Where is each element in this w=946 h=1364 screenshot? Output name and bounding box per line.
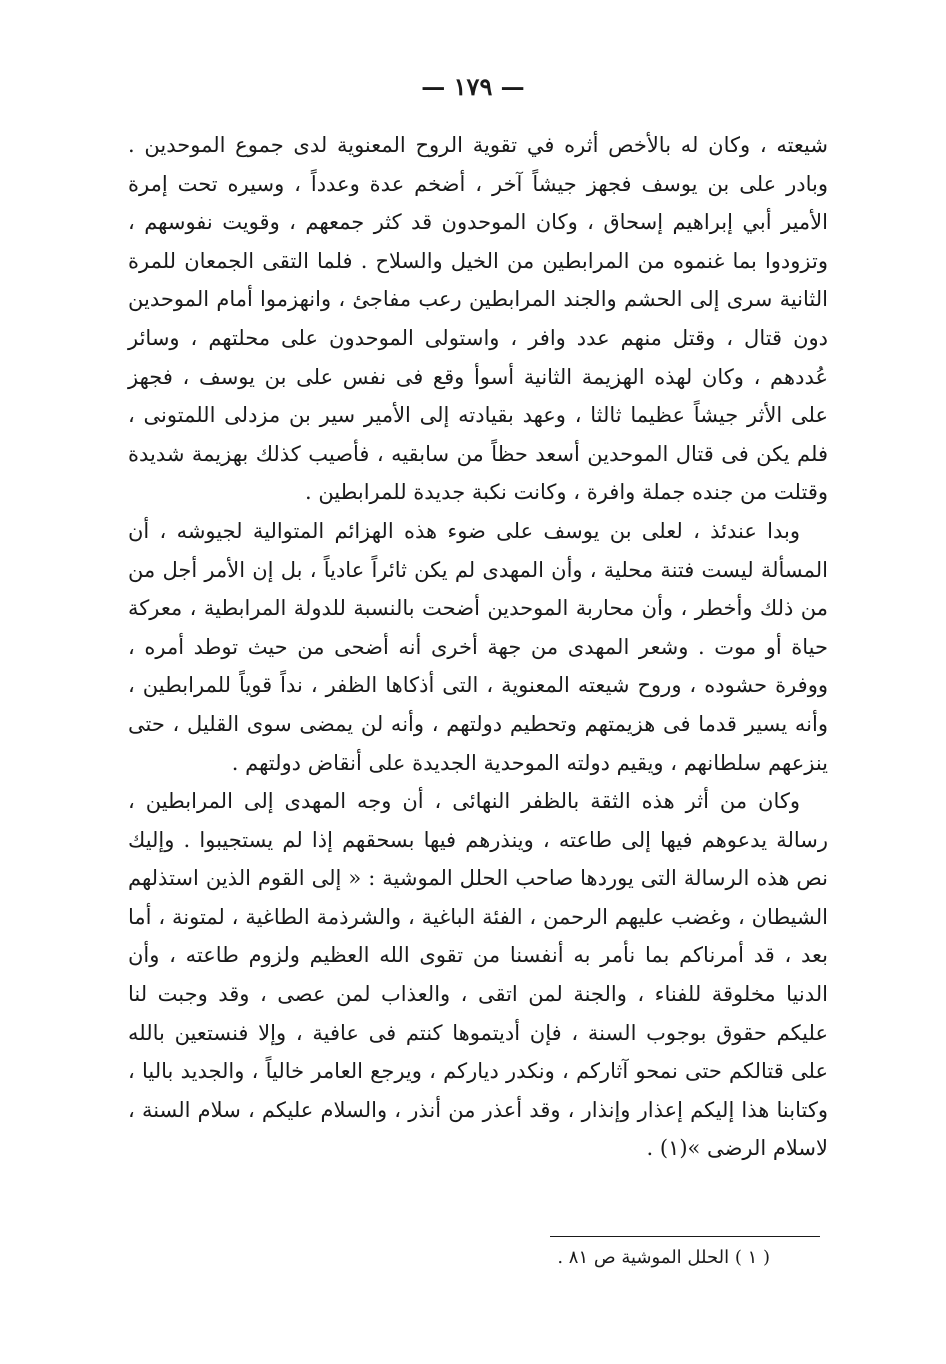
page-number: — ١٧٩ — [421,72,525,101]
paragraph-1: شيعته ، وكان له بالأخص أثره في تقوية الروح المعنوية لدى جموع الموحدين . وبادر على بن يوسف فجهز جيشاً آخر ، أضخم عدة وعدداً ، وسيره تحت إمرة الأمير أبي إبراهيم إسحاق ، وكان الموحدون قد كثر جمعهم ، وقويت نفوسهم ، وتزودوا بما غنموه من المرابطين من الخيل والسلاح . فلما التقى الجمعان للمرة الثانية سرى إلى الحشم والجند المرابطين رعب مفاجئ ، وانهزموا أمام الموحدين دون قتال ، وقتل منهم عدد وافر ، واستولى الموحدون على محلتهم ، وسائر عُددهم ، وكان لهذه الهزيمة الثانية أسوأ وقع فى نفس على بن يوسف ، فجهز على الأثر جيشاً عظيما ثالثا ، وعهد بقيادته إلى الأمير سير بن مزدلى اللمتونى ، فلم يكن فى قتال الموحدين أسعد حظاً من سابقيه ، فأصيب كذلك بهزيمة شديدة وقتلت من جنده جملة وافرة ، وكانت نكبة جديدة للمرابطين . [128,133,828,505]
paragraph-3: وكان من أثر هذه الثقة بالظفر النهائى ، أن وجه المهدى إلى المرابطين ، رسالة يدعوهم فيها إلى طاعته ، وينذرهم فيها بسحقهم إذا لم يستجيبوا . وإليك نص هذه الرسالة التى يوردها صاحب الحلل الموشية : « إلى القوم الذين استذلهم الشيطان ، وغضب عليهم الرحمن ، الفئة الباغية ، والشرذمة الطاغية ، لمتونة ، أما بعد ، قد أمرناكم بما نأمر به أنفسنا من تقوى الله العظيم ولزوم طاعته ، وأن الدنيا مخلوقة للفناء ، والجنة لمن اتقى ، والعذاب لمن عصى ، وقد وجبت لنا عليكم حقوق بوجوب السنة ، فإن أديتموها كنتم فى عافية ، وإلا فنستعين بالله على قتالكم حتى نمحو آثاركم ، ونكدر دياركم ، ويرجع العامر خالياً ، والجديد باليا ، وكتابنا هذا إليكم إعذار وإنذار ، وقد أعذر من أنذر ، والسلام عليكم ، سلام السنة ، لاسلام الرضى »(١) . [128,789,828,1161]
footnote: ( ١ ) الحلل الموشية ص ٨١ . [557,1247,770,1268]
main-text [128,126,828,1168]
paragraph-2: وبدا عندئذ ، لعلى بن يوسف على ضوء هذه الهزائم المتوالية لجيوشه ، أن المسألة ليست فتنة محلية ، وأن المهدى لم يكن ثائراً عادياً ، بل إن الأمر أجل من من ذلك وأخطر ، وأن محاربة الموحدين أضحت بالنسبة للدولة المرابطية ، معركة حياة أو موت . وشعر المهدى من جهة أخرى أنه أضحى من حيث توطد أمره ، ووفرة حشوده ، وروح شيعته المعنوية ، التى أذكاها الظفر ، نداً قوياً للمرابطين ، وأنه يسير قدما فى هزيمتهم وتحطيم دولتهم ، وأنه لن يمضى سوى القليل ، حتى ينزعهم سلطانهم ، ويقيم دولته الموحدية الجديدة على أنقاض دولتهم . [128,518,828,775]
footnote-divider [550,1236,820,1237]
